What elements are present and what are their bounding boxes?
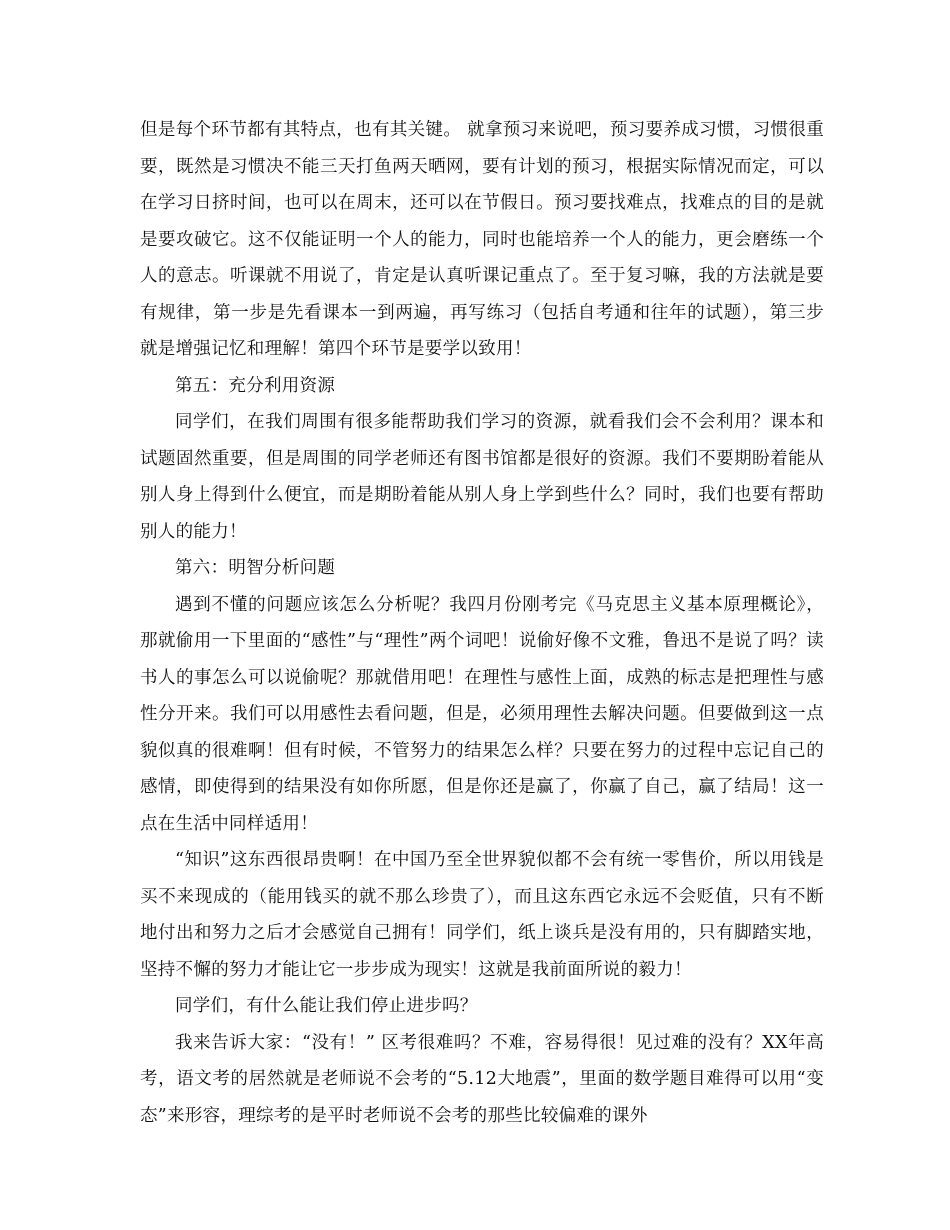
heading-sixth-analyze-problems: 第六：明智分析问题 <box>175 558 336 578</box>
paragraph-analyze: 遇到不懂的问题应该怎么分析呢？我四月份刚考完《马克思主义基本原理概论》，那就偷用一下里面的“感性”与“理性”两个词吧！说偷好像不文雅，鲁迅不是说了吗？读书人的事怎么可以说偷呢？那就借用吧！在理性与感性上面，成熟的标志是把理性与感性分开来。我们可以用感性去看问题，但是，必须用理性去解决问题。但要做到这一点貌似真的很难啊！但有时候，不管努力的结果怎么样？只要在努力的过程中忘记自己的感情，即使得到的结果没有如你所愿，但是你还是赢了，你赢了自己，赢了结局！这一点在生活中同样适用！ <box>140 594 824 834</box>
heading-fifth-use-resources: 第五：充分利用资源 <box>175 375 336 396</box>
paragraph-answer: 我来告诉大家：“没有！” 区考很难吗？不难，容易得很！见过难的没有？XX年高考，语文考的居然就是老师说不会考的“5.12大地震”，里面的数学题目难得可以用“变态”来形容，理综考的是平时老师说不会考的那些比较偏难的课外 <box>140 1032 824 1126</box>
paragraph-study-steps: 但是每个环节都有其特点，也有其关键。 就拿预习来说吧，预习要养成习惯，习惯很重要，既然是习惯决不能三天打鱼两天晒网，要有计划的预习，根据实际情况而定，可以在学习日挤时间，也可以在周末，还可以在节假日。预习要找难点，找难点的目的是就是要攻破它。这不仅能证明一个人的能力，同时也能培养一个人的能力，更会磨练一个人的意志。听课就不用说了，肯定是认真听课记重点了。至于复习嘛，我的方法就是要有规律，第一步是先看课本一到两遍，再写练习（包括自考通和往年的试题），第三步就是增强记忆和理解！第四个环节是要学以致用！ <box>140 120 824 359</box>
paragraph-resources: 同学们，在我们周围有很多能帮助我们学习的资源，就看我们会不会利用？课本和试题固然重要，但是周围的同学老师还有图书馆都是很好的资源。我们不要期盼着能从别人身上得到什么便宜，而是期盼着能从别人身上学到些什么？同时，我们也要有帮助别人的能力！ <box>140 412 824 542</box>
paragraph-question: 同学们，有什么能让我们停止进步吗？ <box>175 996 478 1016</box>
paragraph-knowledge: “知识”这东西很昂贵啊！在中国乃至全世界貌似都不会有统一零售价，所以用钱是买不来现成的（能用钱买的就不那么珍贵了），而且这东西它永远不会贬值，只有不断地付出和努力之后才会感觉自己拥有！同学们，纸上谈兵是没有用的，只有脚踏实地，坚持不懈的努力才能让它一步步成为现实！这就是我前面所说的毅力！ <box>140 850 824 980</box>
document-body <box>140 112 824 1134</box>
